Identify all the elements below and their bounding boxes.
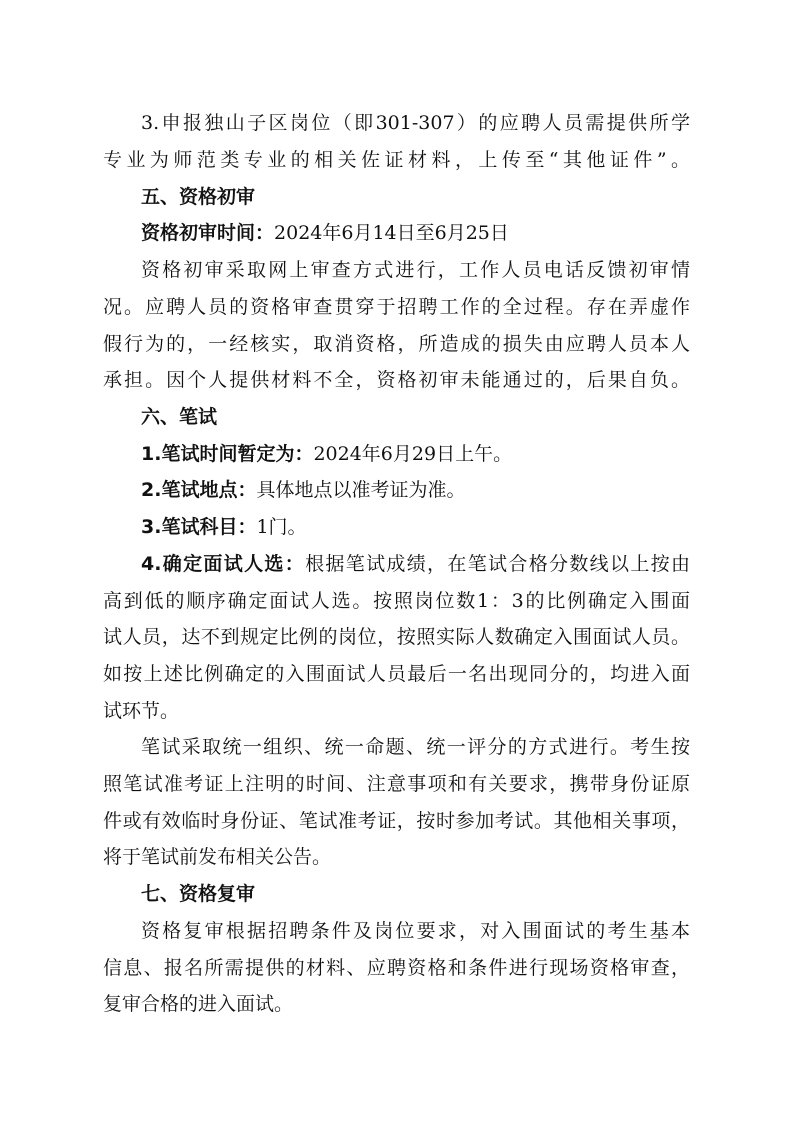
review-time-value: 2024年6月14日至6月25日 (274, 222, 509, 244)
section-5-heading: 五、资格初审 (141, 186, 256, 208)
interview-selection-text: 根据笔试成绩，在笔试合格分数线以上按由 (305, 553, 690, 575)
exam-subject-value: 1门。 (256, 516, 307, 538)
exam-time-line (0, 441, 793, 467)
interview-selection-label: 4.确定面试人选： (141, 553, 306, 575)
exam-subject-line (0, 514, 793, 540)
section-5-para-line-3: 假行为的，一经核实，取消资格，所造成的损失由应聘人员本人 (103, 333, 690, 355)
item-3-line-2: 专业为师范类专业的相关佐证材料，上传至“其他证件”。 (103, 149, 690, 171)
section-7-para-line-2: 信息、报名所需提供的材料、应聘资格和条件进行现场资格审查， (103, 957, 690, 979)
section-5-para-line-4: 承担。因个人提供材料不全，资格初审未能通过的，后果自负。 (103, 369, 690, 391)
interview-selection-line-2: 高到低的顺序确定面试人选。按照岗位数1：3的比例确定入围面 (103, 590, 690, 612)
exam-para-line-2: 照笔试准考证上注明的时间、注意事项和有关要求，携带身份证原 (103, 773, 690, 795)
exam-time-label: 1.笔试时间暂定为： (141, 443, 314, 465)
interview-selection-line-1 (0, 551, 793, 577)
exam-time-value: 2024年6月29日上午。 (313, 443, 513, 465)
exam-location-value: 具体地点以准考证为准。 (256, 479, 466, 501)
section-7-heading: 七、资格复审 (141, 883, 256, 905)
item-3-line-1: 3.申报独山子区岗位（即301-307）的应聘人员需提供所学 (141, 112, 690, 134)
section-5-para-line-2: 况。应聘人员的资格审查贯穿于招聘工作的全过程。存在弄虚作 (103, 296, 690, 318)
exam-para-line-3: 件或有效临时身份证、笔试准考证，按时参加考试。其他相关事项， (103, 810, 690, 832)
exam-para-line-1: 笔试采取统一组织、统一命题、统一评分的方式进行。考生按 (141, 736, 690, 758)
exam-location-label: 2.笔试地点： (141, 479, 257, 501)
section-5-para-line-1: 资格初审采取网上审查方式进行，工作人员电话反馈初审情 (141, 259, 690, 281)
interview-selection-line-4: 如按上述比例确定的入围面试人员最后一名出现同分的，均进入面 (103, 663, 690, 685)
review-time-label: 资格初审时间： (141, 222, 275, 244)
exam-para-line-4: 将于笔试前发布相关公告。 (103, 846, 332, 868)
exam-subject-label: 3.笔试科目： (141, 516, 257, 538)
section-7-para-line-1: 资格复审根据招聘条件及岗位要求，对入围面试的考生基本 (141, 920, 690, 942)
interview-selection-line-3: 试人员，达不到规定比例的岗位，按照实际人数确定入围面试人员。 (103, 626, 690, 648)
section-7-para-line-3: 复审合格的进入面试。 (103, 993, 294, 1015)
section-6-heading: 六、笔试 (141, 406, 218, 428)
interview-selection-line-5: 试环节。 (103, 700, 180, 722)
exam-location-line (0, 477, 793, 503)
review-time-line (0, 220, 793, 246)
